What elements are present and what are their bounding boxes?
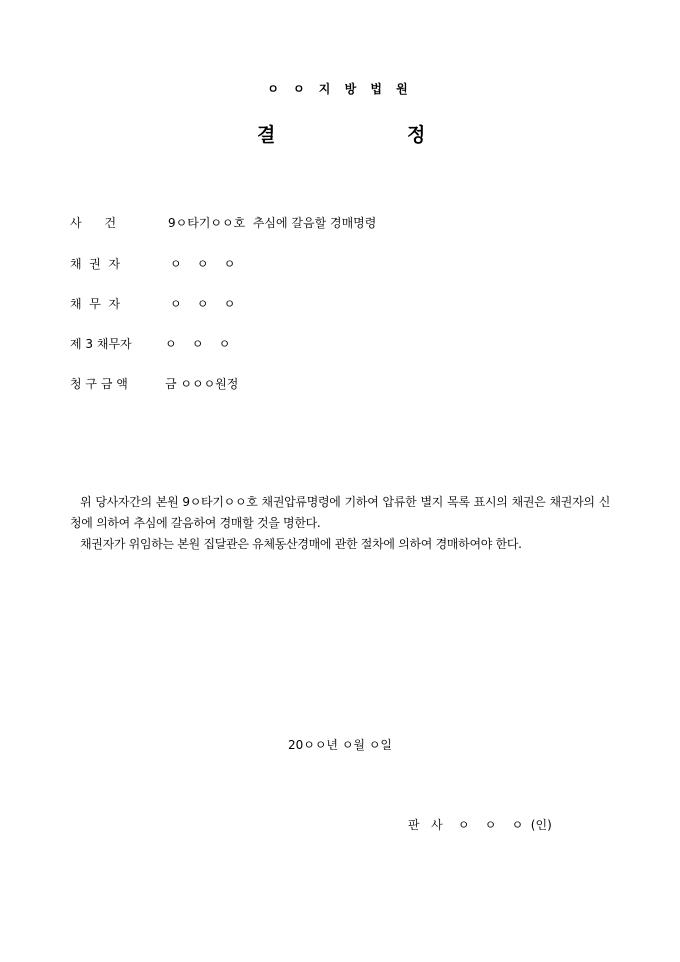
field-third-debtor-label: 제 3 채무자 [70,337,132,351]
judge-signature: 판 사 ㅇ ㅇ ㅇ (인) [408,818,552,832]
decision-date: 20ㅇㅇ년 ㅇ월 ㅇ일 [287,738,393,752]
field-case-label: 사 건 [70,216,117,230]
field-claim-amount-label: 청 구 금 액 [70,377,128,391]
order-paragraph-2: 채권자가 위임하는 본원 집달관은 유체동산경매에 관한 절차에 의하여 경매하여야 한다. [80,537,522,551]
field-claim-amount-value: 금 ㅇㅇㅇ원정 [165,377,239,391]
field-third-debtor [70,335,231,353]
field-debtor [70,295,236,313]
field-third-debtor-value: ㅇ ㅇ ㅇ [165,337,231,351]
field-debtor-value: ㅇ ㅇ ㅇ [170,297,236,311]
field-creditor [70,255,236,273]
field-creditor-value: ㅇ ㅇ ㅇ [170,257,236,271]
field-claim-amount [70,375,239,393]
court-name: ㅇ ㅇ 지 방 법 원 [267,82,413,96]
field-debtor-label: 채 무 자 [70,297,121,311]
order-paragraph-1: 위 당사자간의 본원 9ㅇ타기ㅇㅇ호 채권압류명령에 기하여 압류한 별지 목록 표시의 채권은 채권자의 신청에 의하여 추심에 갈음하여 경매할 것을 명한다. [70,495,610,530]
document-title-first-char: 결 [257,124,276,146]
field-case [70,214,377,232]
field-creditor-label: 채 권 자 [70,257,121,271]
field-case-value: 9ㅇ타기ㅇㅇ호 추심에 갈음할 경매명령 [168,216,377,230]
document-title-second-char: 정 [407,124,426,146]
